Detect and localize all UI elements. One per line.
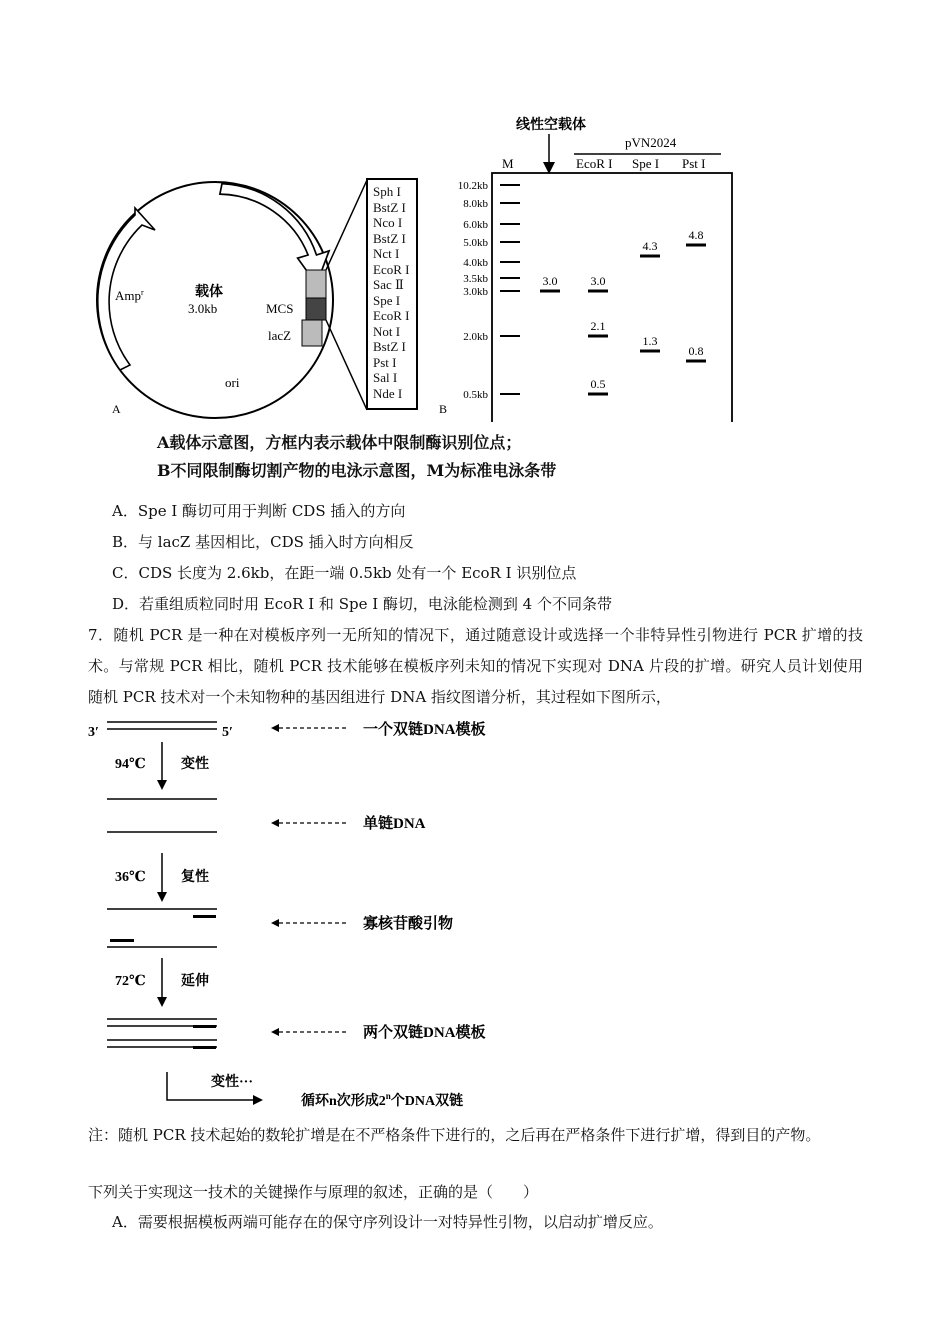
pointer-primer	[271, 919, 348, 927]
restriction-site-item: BstZ I	[373, 230, 406, 246]
gel-band-label-psti: 4.8	[688, 228, 704, 242]
gel-band-ecori	[588, 335, 608, 338]
marker-size-label: 6.0kb	[463, 219, 488, 231]
step3-temperature: 72℃	[115, 974, 146, 989]
marker-size-label: 2.0kb	[463, 331, 488, 343]
repeat-arrow-head	[253, 1095, 263, 1105]
lane-label-spei: Spe I	[632, 156, 660, 171]
gel-band-psti	[686, 244, 706, 247]
step1-temperature: 94℃	[115, 757, 146, 772]
product2-primer	[193, 1046, 216, 1049]
label-template: 一个双链DNA模板	[363, 722, 486, 738]
restriction-site-box	[366, 178, 418, 410]
lane-label-psti: Pst I	[682, 156, 706, 171]
amp-label: Amp$^r$	[115, 288, 144, 303]
figure-caption-line1: A载体示意图，方框内表示载体中限制酶识别位点；	[157, 433, 522, 452]
marker-size-label: 3.5kb	[463, 273, 488, 285]
empty-vector-label: 线性空载体	[516, 118, 586, 133]
cycle-label: 循环n次形成2$^n$个DNA双链	[301, 1091, 464, 1109]
note-text: 注：随机 PCR 技术起始的数轮扩增是在不严格条件下进行的，之后再在严格条件下进行扩增，得到目的产物。	[88, 1126, 821, 1144]
step3-arrow-head	[157, 997, 167, 1007]
repeat-label: 变性···	[211, 1075, 254, 1090]
marker-size-label: 4.0kb	[463, 257, 488, 269]
q6-option-d[interactable]: D．若重组质粒同时用 EcoR I 和 Spe I 酶切，电泳能检测到 4 个不同条带	[112, 595, 612, 613]
gel-band-label-ecori: 2.1	[590, 319, 606, 333]
gel-band-label-psti: 0.8	[688, 344, 704, 358]
plasmid-label: pVN2024	[625, 135, 677, 150]
primer-bottom	[110, 939, 134, 942]
random-pcr-figure	[85, 715, 525, 1110]
sample-bands	[540, 228, 706, 396]
restriction-site-item: Pst I	[373, 354, 397, 370]
mcs-block-mid	[306, 298, 326, 320]
lane-label-m: M	[502, 156, 514, 171]
restriction-site-item: Sac Ⅱ	[373, 277, 404, 292]
step3-name: 延伸	[181, 974, 209, 989]
q6-option-a[interactable]: A．Spe I 酶切可用于判断 CDS 插入的方向	[112, 502, 406, 520]
mcs-block-top	[306, 270, 326, 298]
lane-label-ecori: EcoR I	[576, 156, 613, 171]
gel-band-label-ecori: 0.5	[590, 377, 606, 391]
pointer-two-templates	[271, 1028, 348, 1036]
gel-band-spei	[640, 350, 660, 353]
step2-arrow-head	[157, 892, 167, 902]
gel-band-label-spei: 1.3	[642, 334, 658, 348]
panel-b-label: B	[439, 402, 448, 416]
figure-caption-line2: B不同限制酶切割产物的电泳示意图，M为标准电泳条带	[157, 461, 557, 480]
gel-band-ecori	[588, 393, 608, 396]
restriction-site-item: Spe I	[373, 292, 401, 308]
step2-name: 复性	[181, 870, 209, 885]
gel-band-label-empty: 3.0	[542, 274, 558, 288]
restriction-site-item: Sal I	[373, 370, 398, 385]
gel-band-label-spei: 4.3	[642, 239, 658, 253]
lacz-label: lacZ	[268, 328, 292, 343]
marker-size-label: 3.0kb	[463, 286, 488, 298]
gel-band-ecori	[588, 290, 608, 293]
restriction-site-item: Nde I	[373, 385, 403, 401]
q7-question-text: 7．随机 PCR 是一种在对模板序列一无所知的情况下，通过随意设计或选择一个非特异性引物进行 PCR 扩增的技术。与常规 PCR 相比，随机 PCR 技术能够在模板序列未知的情况下实现对 DNA 片段的扩增。研究人员计划使用随机 PCR 技术对一个未知物种的基因组进行 DNA 指纹图谱分析，其过程如下图所示，	[88, 626, 863, 706]
q6-option-b[interactable]: B．与 lacZ 基因相比，CDS 插入时方向相反	[112, 533, 414, 551]
mcs-label: MCS	[266, 301, 294, 316]
restriction-site-item: EcoR I	[373, 261, 410, 277]
label-two-templates: 两个双链DNA模板	[363, 1025, 486, 1041]
primer-top	[193, 915, 216, 918]
q7-option-a[interactable]: A．需要根据模板两端可能存在的保守序列设计一对特异性引物，以启动扩增反应。	[112, 1213, 663, 1231]
q6-option-c[interactable]: C．CDS 长度为 2.6kb，在距一端 0.5kb 处有一个 EcoR I 识别位点	[112, 564, 577, 582]
product1-primer	[193, 1025, 216, 1028]
gel-electrophoresis-figure	[436, 112, 746, 422]
marker-size-label: 5.0kb	[463, 237, 488, 249]
vector-size-label: 3.0kb	[188, 301, 218, 316]
marker-size-label: 10.2kb	[457, 180, 488, 192]
restriction-site-item: Nct I	[373, 246, 400, 261]
gel-band-label-ecori: 3.0	[590, 274, 606, 288]
zoom-line-top	[326, 180, 367, 270]
vector-label: 载体	[195, 285, 223, 300]
gel-frame	[492, 173, 732, 422]
restriction-site-list	[373, 184, 416, 401]
restriction-site-item: BstZ I	[373, 199, 406, 215]
restriction-site-item: Nco I	[373, 215, 403, 230]
label-single-strand: 单链DNA	[363, 816, 426, 832]
panel-a-label: A	[112, 402, 121, 416]
three-prime-end: 3′	[88, 725, 99, 740]
pointer-template	[271, 724, 348, 732]
zoom-line-bottom	[326, 320, 367, 410]
restriction-site-item: EcoR I	[373, 308, 410, 323]
ori-label: ori	[225, 375, 240, 390]
step2-temperature: 36℃	[115, 870, 146, 885]
five-prime-end: 5′	[222, 725, 233, 740]
gel-band-spei	[640, 255, 660, 258]
step1-arrow-head	[157, 780, 167, 790]
label-primer: 寡核苷酸引物	[363, 916, 454, 932]
marker-size-label: 8.0kb	[463, 198, 488, 210]
gel-band-empty	[540, 290, 560, 293]
marker-ladder	[458, 180, 520, 401]
restriction-site-item: Sph I	[373, 184, 401, 199]
gel-band-psti	[686, 360, 706, 363]
lacz-block	[302, 320, 322, 346]
marker-size-label: 0.5kb	[463, 389, 488, 401]
step1-name: 变性	[181, 757, 209, 772]
question-stem: 下列关于实现这一技术的关键操作与原理的叙述，正确的是（ ）	[88, 1183, 539, 1201]
restriction-site-item: Not I	[373, 323, 401, 339]
pointer-single-strand	[271, 819, 348, 827]
restriction-site-item: BstZ I	[373, 339, 406, 354]
